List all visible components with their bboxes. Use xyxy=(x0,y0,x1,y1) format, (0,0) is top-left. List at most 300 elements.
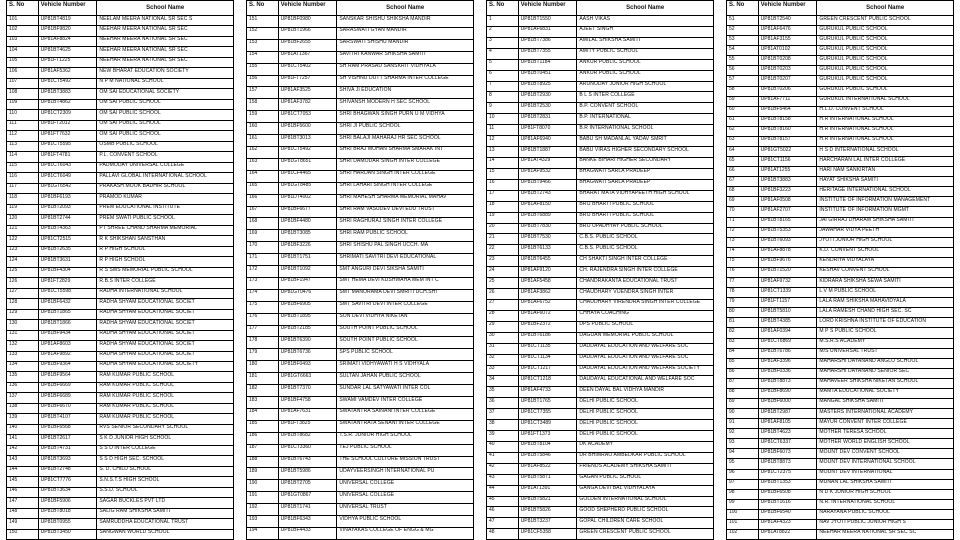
sno-cell: 138 xyxy=(7,404,39,413)
school-name-cell: AMILAL SHIKSHA SAMITI xyxy=(579,37,641,44)
vehicle-number-cell: UP81AF9732 xyxy=(759,278,818,287)
school-name-cell: H.R INTERNATIONAL SCHOOL xyxy=(819,136,894,143)
school-name-cell: R P HIGH SCHOOL xyxy=(99,257,146,263)
sno-cell: 65 xyxy=(727,157,759,166)
vehicle-number-cell: UP81BT5826 xyxy=(519,507,578,517)
sno-cell: 5 xyxy=(487,60,519,70)
vehicle-number-cell: UP81BT8165 xyxy=(759,218,818,227)
vehicle-number-cell: UP81FT3825 xyxy=(279,421,338,432)
table-row xyxy=(727,76,953,86)
school-name-cell: MAHARSHI DAYANAND ANGLO SCHOOL xyxy=(819,358,919,365)
sno-cell: 9 xyxy=(487,103,519,113)
table-row xyxy=(7,456,233,466)
vehicle-number-cell: UP81BT1966 xyxy=(279,28,338,39)
vehicle-number-cell: UP81BF5464 xyxy=(759,107,818,116)
vehicle-number-cell: UP81CF5358 xyxy=(519,529,578,539)
table-row xyxy=(727,16,953,26)
table-row xyxy=(7,414,233,424)
school-name-cell: NEEHAR MEERA NATIONAL SR SEC SC xyxy=(819,529,917,536)
sno-cell: 105 xyxy=(7,58,39,67)
vehicle-number-cell: UP81BF4758 xyxy=(279,397,338,408)
vehicle-number-cell: UP81BT3237 xyxy=(519,518,578,528)
table-row xyxy=(247,397,473,409)
table-row xyxy=(247,337,473,349)
sno-cell: 116 xyxy=(7,173,39,182)
sno-cell: 106 xyxy=(7,68,39,77)
school-name-cell: PREM SWATI PUBLIC SCHOOL xyxy=(99,215,175,221)
table-row xyxy=(247,28,473,40)
sno-cell: 109 xyxy=(7,100,39,109)
school-name-cell: PRAMOD KUMAR xyxy=(99,194,142,200)
sno-cell: 57 xyxy=(727,76,759,85)
vehicle-number-cell: UP81BT6786 xyxy=(759,349,818,358)
school-name-cell: K.D. CONVENT SCHOOL xyxy=(819,247,880,254)
vehicle-number-cell: UP81BT2930 xyxy=(519,92,578,102)
sno-cell: 189 xyxy=(247,468,279,479)
vehicle-number-cell: UP81BT6093 xyxy=(759,238,818,247)
school-name-cell: SHIVANSH MODERN H SEC SCHOOL xyxy=(339,99,431,105)
sno-cell: 33 xyxy=(487,366,519,376)
table-row xyxy=(7,383,233,393)
vehicle-number-cell: UP81BT1184 xyxy=(519,60,578,70)
table-row xyxy=(727,218,953,228)
sno-cell: 132 xyxy=(7,341,39,350)
vehicle-number-cell: UP81CT6337 xyxy=(759,439,818,448)
school-name-cell: RADHA SHYAM EDUCATIONAL SOCIET xyxy=(99,351,195,357)
vehicle-number-cell: UP81BT2540 xyxy=(759,16,818,25)
sno-cell: 159 xyxy=(247,111,279,122)
vehicle-number-cell: UP81BF5600 xyxy=(279,123,338,134)
vehicle-number-cell: UP81FT7257 xyxy=(279,76,338,87)
school-name-cell: M.S.R.S ACADEMY xyxy=(819,338,866,344)
table-row xyxy=(487,92,713,103)
table-row xyxy=(727,228,953,238)
vehicle-number-cell: UP81BT3631 xyxy=(39,257,98,266)
vehicle-number-cell: UP81BF6343 xyxy=(279,516,338,527)
vehicle-number-cell: UP81BF6670 xyxy=(39,404,98,413)
school-name-cell: S S D INTER COLLEGE xyxy=(99,445,156,452)
vehicle-number-cell: UP81AF0508 xyxy=(759,197,818,206)
vehicle-number-cell: UP81BF6073 xyxy=(759,449,818,458)
school-name-cell: GURUKUL PUBLIC SCHOOL xyxy=(819,36,888,42)
vehicle-number-cell: UP81BF6905 xyxy=(279,302,338,313)
table-row xyxy=(727,66,953,76)
sno-cell: 79 xyxy=(727,298,759,307)
vehicle-number-cell: UP81FT1157 xyxy=(759,298,818,307)
vehicle-number-cell: UP81BT2744 xyxy=(39,215,98,224)
vehicle-number-cell: UP81BT8682 xyxy=(279,433,338,444)
table-row xyxy=(7,320,233,330)
school-name-cell: BHAGWATI SARLA PRADEEP xyxy=(579,179,651,186)
school-name-cell: RAM KUMAR PUBLIC SCHOOL xyxy=(99,393,175,399)
sno-cell: 68 xyxy=(727,187,759,196)
vehicle-number-cell: UP81BT7386 xyxy=(519,38,578,48)
vehicle-number-cell: UP81GT5022 xyxy=(759,147,818,156)
sno-cell: 59 xyxy=(727,97,759,106)
vehicle-number-cell: UP81BT6889 xyxy=(519,213,578,223)
sno-cell: 176 xyxy=(247,314,279,325)
sno-cell: 36 xyxy=(487,398,519,408)
school-name-cell: SAMRUDDHA EDUCATIONAL TRUST xyxy=(99,519,189,525)
vehicle-number-cell: UP81BT4623 xyxy=(759,429,818,438)
sno-cell: 169 xyxy=(247,230,279,241)
vehicle-number-cell: UP81BT2831 xyxy=(519,114,578,124)
sno-cell: 53 xyxy=(727,36,759,45)
school-name-cell: NEEHAR MEERA NATIONAL SR SEC xyxy=(99,57,188,64)
sno-cell: 42 xyxy=(487,464,519,474)
vehicle-number-cell: UP81CT2375 xyxy=(759,470,818,479)
vehicle-number-cell: UP81BT1866 xyxy=(39,320,98,329)
school-name-cell: SHRI RAGHURAJ SINGH INTER COLLEGE xyxy=(339,218,443,224)
school-name-cell: UNIVERSAL TRUST xyxy=(339,504,387,510)
table-row xyxy=(7,278,233,288)
table-row xyxy=(727,520,953,530)
sno-cell: 85 xyxy=(727,359,759,368)
school-name-cell: DPS PUBLIC SCHOOL xyxy=(579,321,634,328)
column-header-vehicle: Vehicle Number xyxy=(519,1,578,15)
sno-cell: 94 xyxy=(727,449,759,458)
school-name-cell: NEEHAR MEERA NATIONAL SR SEC xyxy=(99,47,188,53)
school-name-cell: DK ACADEMY xyxy=(579,441,614,448)
vehicle-number-cell: UP81BF0980 xyxy=(279,16,338,27)
table-row xyxy=(7,446,233,456)
school-name-cell: RADHA SHYAM EDUCATIONAL SOCIET xyxy=(99,309,195,316)
sno-cell: 175 xyxy=(247,302,279,313)
sno-cell: 111 xyxy=(7,121,39,130)
school-name-cell: MAMTA EDUCATIONAL SOCIETY xyxy=(819,388,900,395)
table-row xyxy=(247,159,473,171)
table-panel xyxy=(6,0,234,540)
sno-cell: 125 xyxy=(7,268,39,277)
school-name-cell: MOUNT DEV INTERNATIONAL xyxy=(819,469,893,476)
sno-cell: 167 xyxy=(247,207,279,218)
sno-cell: 64 xyxy=(727,147,759,156)
table-row xyxy=(247,385,473,397)
sno-cell: 131 xyxy=(7,331,39,340)
table-row xyxy=(727,197,953,207)
vehicle-number-cell: UP81AF3525 xyxy=(279,87,338,98)
sno-cell: 60 xyxy=(727,107,759,116)
vehicle-number-cell: UP81AF5362 xyxy=(39,68,98,77)
table-row xyxy=(727,278,953,288)
table-row xyxy=(487,267,713,278)
table-row xyxy=(727,137,953,147)
table-row xyxy=(727,26,953,36)
sno-cell: 29 xyxy=(487,322,519,332)
vehicle-number-cell: UP81BF0493 xyxy=(279,361,338,372)
vehicle-number-cell: UP81CT5492 xyxy=(39,79,98,88)
vehicle-number-cell: UP81GT0867 xyxy=(279,492,338,503)
vehicle-number-cell: UP81AT1255 xyxy=(759,167,818,176)
sno-cell: 101 xyxy=(727,520,759,529)
vehicle-number-cell: UP81AF8105 xyxy=(759,419,818,428)
school-name-cell: RADHA SHYAM EDUCATIONAL SOCIETY xyxy=(99,361,199,368)
vehicle-number-cell: UP81BF5906 xyxy=(39,498,98,507)
vehicle-number-cell: UP81BT5986 xyxy=(279,468,338,479)
vehicle-number-cell: UP81CF4465 xyxy=(279,171,338,182)
sno-cell: 35 xyxy=(487,387,519,397)
sno-cell: 182 xyxy=(247,385,279,396)
school-name-cell: AMITY PUBLIC SCHOOL xyxy=(579,48,639,55)
vehicle-number-cell: UP81BT1865 xyxy=(39,310,98,319)
vehicle-number-cell: UP81BT4731 xyxy=(39,446,98,455)
school-name-cell: OM SAI PUBLIC SCHOOL xyxy=(99,110,161,116)
vehicle-number-cell: UP81CT7355 xyxy=(519,409,578,419)
table-row xyxy=(727,117,953,127)
sno-cell: 98 xyxy=(727,490,759,499)
sno-cell: 11 xyxy=(487,125,519,135)
table-row xyxy=(727,187,953,197)
vehicle-number-cell: UP81AF8150 xyxy=(519,202,578,212)
vehicle-number-cell: UP81AF3862 xyxy=(519,289,578,299)
sno-cell: 170 xyxy=(247,242,279,253)
vehicle-number-cell: UP81BT3634 xyxy=(39,488,98,497)
table-row xyxy=(487,453,713,464)
table-row xyxy=(727,439,953,449)
sno-cell: 162 xyxy=(247,147,279,158)
table-row xyxy=(7,257,233,267)
sno-cell: 151 xyxy=(247,16,279,27)
table-row xyxy=(487,497,713,508)
table-row xyxy=(7,268,233,278)
school-name-cell: NEW BHARAT EDUCATION SOCIETY xyxy=(99,68,189,74)
vehicle-number-cell: UP81BT1616 xyxy=(759,500,818,509)
vehicle-number-cell: UP81BT1765 xyxy=(519,398,578,408)
vehicle-number-cell: UP81BT6133 xyxy=(519,245,578,255)
school-name-cell: DELHI PUBLIC SCHOOL xyxy=(579,409,638,415)
table-row xyxy=(247,326,473,338)
school-name-cell: GURUKUL PUBLIC SCHOOL xyxy=(819,26,888,32)
table-row xyxy=(7,121,233,131)
school-name-cell: BHARAT MATA VIDHYAPEETH HIGH SCHOOL xyxy=(579,190,690,197)
vehicle-number-cell: UP81CT5492 xyxy=(279,147,338,158)
school-name-cell: NEEHAR MEERA NATIONAL SR SEC xyxy=(99,36,188,43)
table-row xyxy=(487,300,713,311)
table-row xyxy=(487,191,713,202)
school-name-cell: MAHARSHI DAYANAND SENIOR SEC xyxy=(819,368,910,375)
sno-cell: 140 xyxy=(7,425,39,434)
sno-cell: 4 xyxy=(487,49,519,59)
sno-cell: 149 xyxy=(7,519,39,528)
table-row xyxy=(487,486,713,497)
vehicle-number-cell: UP81CT1135 xyxy=(519,344,578,354)
column-header-sno: S. No xyxy=(727,1,759,15)
school-name-cell: DELHI PUBLIC SCHOOL xyxy=(579,420,638,426)
school-name-cell: GOLDEN INTERNATIONAL SCHOOL xyxy=(579,496,667,503)
table-row xyxy=(487,409,713,420)
sno-cell: 178 xyxy=(247,337,279,348)
vehicle-number-cell: UP81BF2655 xyxy=(279,40,338,51)
vehicle-number-cell: UP81CT1217 xyxy=(519,366,578,376)
table-row xyxy=(247,171,473,183)
sno-cell: 15 xyxy=(487,169,519,179)
table-row xyxy=(7,477,233,487)
table-row xyxy=(487,289,713,300)
school-name-cell: OM SAI EDUCATIONAL SOCIETY xyxy=(99,89,180,95)
sno-cell: 104 xyxy=(7,47,39,56)
sno-cell: 143 xyxy=(7,456,39,465)
table-row xyxy=(487,420,713,431)
table-row xyxy=(727,379,953,389)
table-row xyxy=(727,36,953,46)
school-name-cell: SMT ANGURI DEVI SIKSHA SAMITI xyxy=(339,266,424,272)
table-row xyxy=(7,404,233,414)
school-name-cell: S K D JUNIOR HIGH SCHOOL xyxy=(99,435,172,441)
school-name-cell: SWAMI VAMDEV INTER COLLEGE xyxy=(339,397,423,403)
table-row xyxy=(487,234,713,245)
column-header-sno: S. No xyxy=(7,1,39,15)
vehicle-number-cell: UP81BT3693 xyxy=(39,456,98,465)
school-name-cell: INSTITUTE OF INFORMATION MGMT xyxy=(819,207,910,213)
sno-cell: 107 xyxy=(7,79,39,88)
column-header-vehicle: Vehicle Number xyxy=(279,1,338,15)
school-name-cell: S.S.D. SCHOOL xyxy=(99,487,138,494)
sno-cell: 89 xyxy=(727,399,759,408)
table-row xyxy=(247,254,473,266)
school-name-cell: SAGAR BUCKLES PVT LTD xyxy=(99,498,166,504)
vehicle-number-cell: UP81BT1353 xyxy=(759,480,818,489)
table-row xyxy=(7,509,233,519)
table-header xyxy=(7,1,233,16)
column-header-sno: S. No xyxy=(487,1,519,15)
school-name-cell: PT SHREE CHAND SHARMA MEMORIAL xyxy=(99,225,198,232)
table-row xyxy=(487,278,713,289)
table-row xyxy=(487,71,713,82)
sno-cell: 48 xyxy=(487,529,519,539)
vehicle-number-cell: UP81CT1134 xyxy=(519,355,578,365)
table-row xyxy=(7,89,233,99)
table-row xyxy=(7,184,233,194)
table-row xyxy=(487,27,713,38)
vehicle-number-cell: UP81BT5821 xyxy=(519,497,578,507)
sno-cell: 77 xyxy=(727,278,759,287)
vehicle-number-cell: UP81FT1225 xyxy=(39,58,98,67)
vehicle-number-cell: UP81AT1367 xyxy=(279,52,338,63)
sno-cell: 23 xyxy=(487,256,519,266)
table-row xyxy=(247,111,473,123)
sno-cell: 87 xyxy=(727,379,759,388)
vehicle-number-cell: UP81BT7370 xyxy=(279,385,338,396)
sno-cell: 146 xyxy=(7,488,39,497)
vehicle-number-cell: UP81AF7711 xyxy=(759,97,818,106)
sno-cell: 40 xyxy=(487,442,519,452)
sno-cell: 21 xyxy=(487,234,519,244)
sno-cell: 30 xyxy=(487,333,519,343)
school-name-cell: SANSKAR SHISHU SHIKSHA MANDIR xyxy=(339,16,431,22)
table-row xyxy=(487,398,713,409)
vehicle-number-cell: UP81BT8873 xyxy=(759,379,818,388)
vehicle-number-cell: UP81BF6193 xyxy=(39,194,98,203)
sno-cell: 128 xyxy=(7,299,39,308)
school-name-cell: MOTHER WORLD ENGLISH SCHOOL xyxy=(819,439,910,445)
vehicle-number-cell: UP81BF4304 xyxy=(39,268,98,277)
vehicle-number-cell: UP81CT2515 xyxy=(39,236,98,245)
school-name-cell: H.R INTERNATIONAL SCHOOL xyxy=(819,116,894,123)
table-row xyxy=(487,333,713,344)
school-name-cell: RADHA INTERNATIONAL SCHOOL xyxy=(99,288,183,295)
school-name-cell: SWATANTRATA SENANI INTER COLLEGE xyxy=(339,420,440,427)
sno-cell: 56 xyxy=(727,66,759,75)
vehicle-number-cell: UP81AF6476 xyxy=(759,26,818,35)
sno-cell: 32 xyxy=(487,355,519,365)
sno-cell: 168 xyxy=(247,218,279,229)
school-name-cell: NEEHAR MEERA NATIONAL SR SEC xyxy=(99,26,188,32)
vehicle-number-cell: UP81BT0203 xyxy=(759,66,818,75)
vehicle-number-cell: UP81BT4625 xyxy=(39,47,98,56)
table-row xyxy=(487,322,713,333)
school-name-cell: SWATANTRA SAINANI INTER COLLEGE xyxy=(339,408,436,415)
school-name-cell: R K SHIKSHAN SANSTHAN xyxy=(99,236,166,242)
vehicle-number-cell: UP81BF4433 xyxy=(279,528,338,539)
table-row xyxy=(727,480,953,490)
sno-cell: 114 xyxy=(7,152,39,161)
table-row xyxy=(247,457,473,469)
school-name-cell: UNIVERSAL COLLEGE xyxy=(339,492,395,498)
school-name-cell: MAHAVEER SHIKSHA NIKETAN SCHOOL xyxy=(819,378,919,385)
sno-cell: 31 xyxy=(487,344,519,354)
vehicle-number-cell: UP81BT8018 xyxy=(39,509,98,518)
table-body xyxy=(727,16,953,539)
sno-cell: 171 xyxy=(247,254,279,265)
sno-cell: 155 xyxy=(247,64,279,75)
school-name-cell: H.L.D. CONVENT SCHOOL xyxy=(819,106,884,113)
school-name-cell: B.P. INTERNATIONAL xyxy=(579,114,632,120)
sno-cell: 160 xyxy=(247,123,279,134)
school-name-cell: UDAYVEERSINGH INTERNATIONAL PU xyxy=(339,468,435,474)
table-row xyxy=(727,258,953,268)
school-name-cell: HERITAGE INTERNATIONAL SCHOOL xyxy=(819,187,911,193)
table-row xyxy=(487,344,713,355)
vehicle-number-cell: UP81BT0207 xyxy=(759,76,818,85)
table-row xyxy=(7,289,233,299)
school-name-cell: LALA RAM SHIKSHA MAHAVIDYALA xyxy=(819,298,906,304)
vehicle-number-cell: UP81AF6752 xyxy=(519,300,578,310)
sno-cell: 127 xyxy=(7,289,39,298)
vehicle-number-cell: UP81AF8522 xyxy=(519,464,578,474)
table-row xyxy=(487,387,713,398)
school-name-cell: NAV JYOTI PUBLIC JUNIOR HIGH S xyxy=(819,519,906,526)
sno-cell: 177 xyxy=(247,326,279,337)
table-row xyxy=(7,163,233,173)
vehicle-number-cell: UP81AF8824 xyxy=(39,37,98,46)
sno-cell: 97 xyxy=(727,480,759,489)
vehicle-number-cell: UP81AT0102 xyxy=(759,46,818,55)
school-name-cell: OM SAI PUBLIC SCHOOL xyxy=(99,120,161,127)
table-row xyxy=(247,373,473,385)
sno-cell: 183 xyxy=(247,397,279,408)
column-header-vehicle: Vehicle Number xyxy=(39,1,98,15)
vehicle-number-cell: UP81BT3085 xyxy=(279,230,338,241)
table-body xyxy=(487,16,713,539)
sno-cell: 187 xyxy=(247,445,279,456)
table-row xyxy=(487,202,713,213)
table-row xyxy=(727,449,953,459)
vehicle-number-cell: UP81CT6869 xyxy=(759,339,818,348)
vehicle-number-cell: UP81BT1751 xyxy=(279,254,338,265)
school-name-cell: H S D INTERNATIONAL SCHOOL xyxy=(819,147,899,153)
vehicle-number-cell: UP81BT0206 xyxy=(759,87,818,96)
sno-cell: 8 xyxy=(487,92,519,102)
vehicle-number-cell: UP81CT1218 xyxy=(519,376,578,386)
sno-cell: 6 xyxy=(487,71,519,81)
sno-cell: 62 xyxy=(727,127,759,136)
school-name-cell: MOUNT DEV INTERNATIONAL SCHOOL xyxy=(819,459,916,465)
table-row xyxy=(247,290,473,302)
vehicle-number-cell: UP81GT6663 xyxy=(279,373,338,384)
sno-cell: 3 xyxy=(487,38,519,48)
sno-cell: 166 xyxy=(247,195,279,206)
school-name-cell: INSTITUTE OF INFORMATION MANAGEMENT xyxy=(819,197,931,203)
